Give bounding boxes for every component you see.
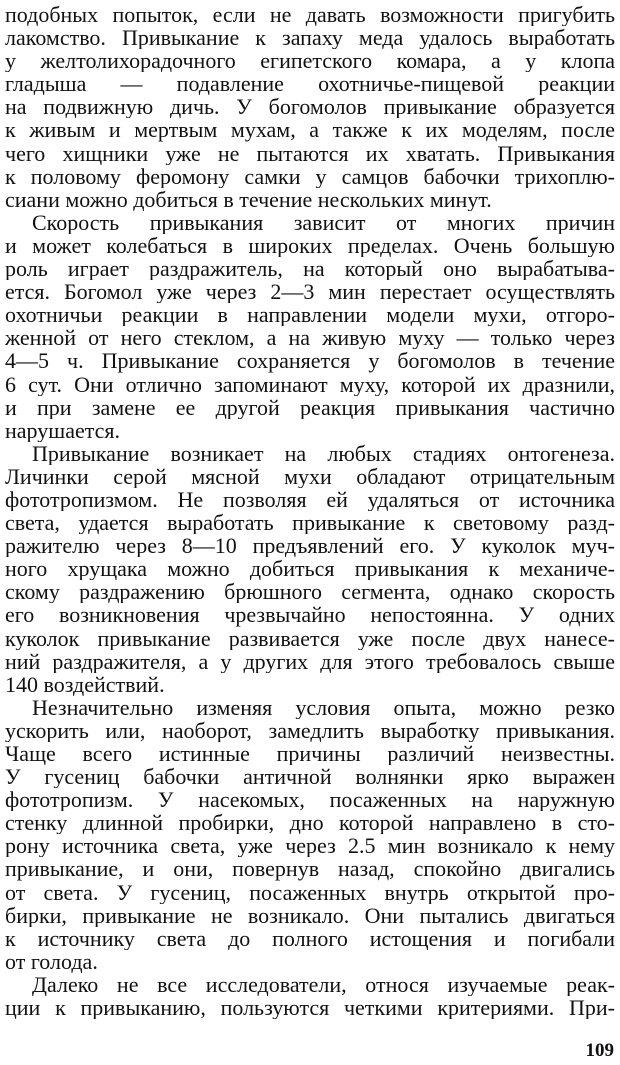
text-line: у желтолихорадочного египетского комара, а у клопа xyxy=(5,49,615,73)
text-line: гладыша — подавление охотничье-пищевой реакции xyxy=(5,72,615,96)
paragraph xyxy=(5,696,615,973)
page-body xyxy=(5,3,615,1019)
text-line: и при замене ее другой реакция привыкания частично xyxy=(5,395,615,419)
text-line: роль играет раздражитель, на который оно вырабатыва- xyxy=(5,257,615,281)
text-line: фототропизм. У насекомых, посаженных на наружную xyxy=(5,788,615,812)
text-line: 6 сут. Они отлично запоминают муху, которой их дразнили, xyxy=(5,372,615,396)
text-line: от света. У гусениц, посаженных внутрь открытой про- xyxy=(5,880,615,904)
text-line: лакомство. Привыкание к запаху меда удалось выработать xyxy=(5,26,615,50)
text-line: сиани можно добиться в течение нескольких минут. xyxy=(5,187,492,211)
text-line: его возникновения чрезвычайно непостоянна. У одних xyxy=(5,603,615,627)
text-line: У гусениц бабочки античной волнянки ярко выражен xyxy=(5,765,615,789)
text-line: от голода. xyxy=(5,949,98,973)
text-line: женной от него стеклом, а на живую муху — только через xyxy=(5,326,615,350)
text-line: 140 воздействий. xyxy=(5,672,165,696)
text-line: к половому феромону самки у самцов бабочки трихоплю- xyxy=(5,164,615,188)
text-line: ражителю через 8—10 предъявлений его. У куколок муч- xyxy=(5,534,615,558)
paragraph xyxy=(5,211,615,442)
text-line: и может колебаться в широких пределах. Очень большую xyxy=(5,233,615,258)
text-line: чего хищники уже не пытаются их хватать. Привыкания xyxy=(5,141,615,165)
text-line: ного хрущака можно добиться привыкания к механиче- xyxy=(5,557,615,581)
text-line: Далеко не все исследователи, относя изучаемые реак- xyxy=(32,972,615,997)
text-line: ускорить или, наоборот, замедлить выработку привыкания. xyxy=(5,718,615,742)
paragraph xyxy=(5,442,615,696)
text-line: Чаще всего истинные причины различий неизвестны. xyxy=(5,742,615,766)
text-line: куколок привыкание развивается уже после двух нанесе- xyxy=(5,626,615,650)
text-line: нарушается. xyxy=(5,418,120,442)
text-line: стенку длинной пробирки, дно которой направлено в сто- xyxy=(5,811,615,835)
text-line: скому раздражению брюшного сегмента, однако скорость xyxy=(5,580,615,604)
text-line: охотничьи реакции в направлении модели мухи, отгоро- xyxy=(5,303,615,327)
text-line: света, удается выработать привыкание к световому разд- xyxy=(5,511,615,535)
text-line: бирки, привыкание не возникало. Они пытались двигаться xyxy=(5,903,615,927)
paragraph xyxy=(5,3,615,211)
text-line: ции к привыканию, пользуются четкими критериями. При- xyxy=(5,996,615,1020)
text-line: 4—5 ч. Привыкание сохраняется у богомолов в течение xyxy=(5,349,615,373)
paragraph xyxy=(5,973,615,1019)
text-line: подобных попыток, если не давать возможности пригубить xyxy=(5,3,615,27)
text-line: фототропизмом. Не позволяя ей удаляться от источника xyxy=(5,487,615,512)
text-line: ется. Богомол уже через 2—3 мин перестает осуществлять xyxy=(5,280,615,304)
text-line: Скорость привыкания зависит от многих причин xyxy=(32,210,615,234)
text-line: к живым и мертвым мухам, а также к их моделям, после xyxy=(5,118,615,142)
text-line: Незначительно изменяя условия опыта, можно резко xyxy=(32,695,615,719)
text-line: на подвижную дичь. У богомолов привыкание образуется xyxy=(5,95,615,119)
page-number: 109 xyxy=(585,1040,614,1061)
text-line: рону источника света, уже через 2.5 мин возникало к нему xyxy=(5,834,615,858)
text-line: к источнику света до полного истощения и погибали xyxy=(5,926,615,950)
text-line: Привыкание возникает на любых стадиях онтогенеза. xyxy=(32,441,615,465)
text-line: ний раздражителя, а у других для этого требовалось свыше xyxy=(5,649,615,673)
text-line: привыкание, и они, повернув назад, спокойно двигались xyxy=(5,857,615,881)
text-line: Личинки серой мясной мухи обладают отрицательным xyxy=(5,464,615,488)
